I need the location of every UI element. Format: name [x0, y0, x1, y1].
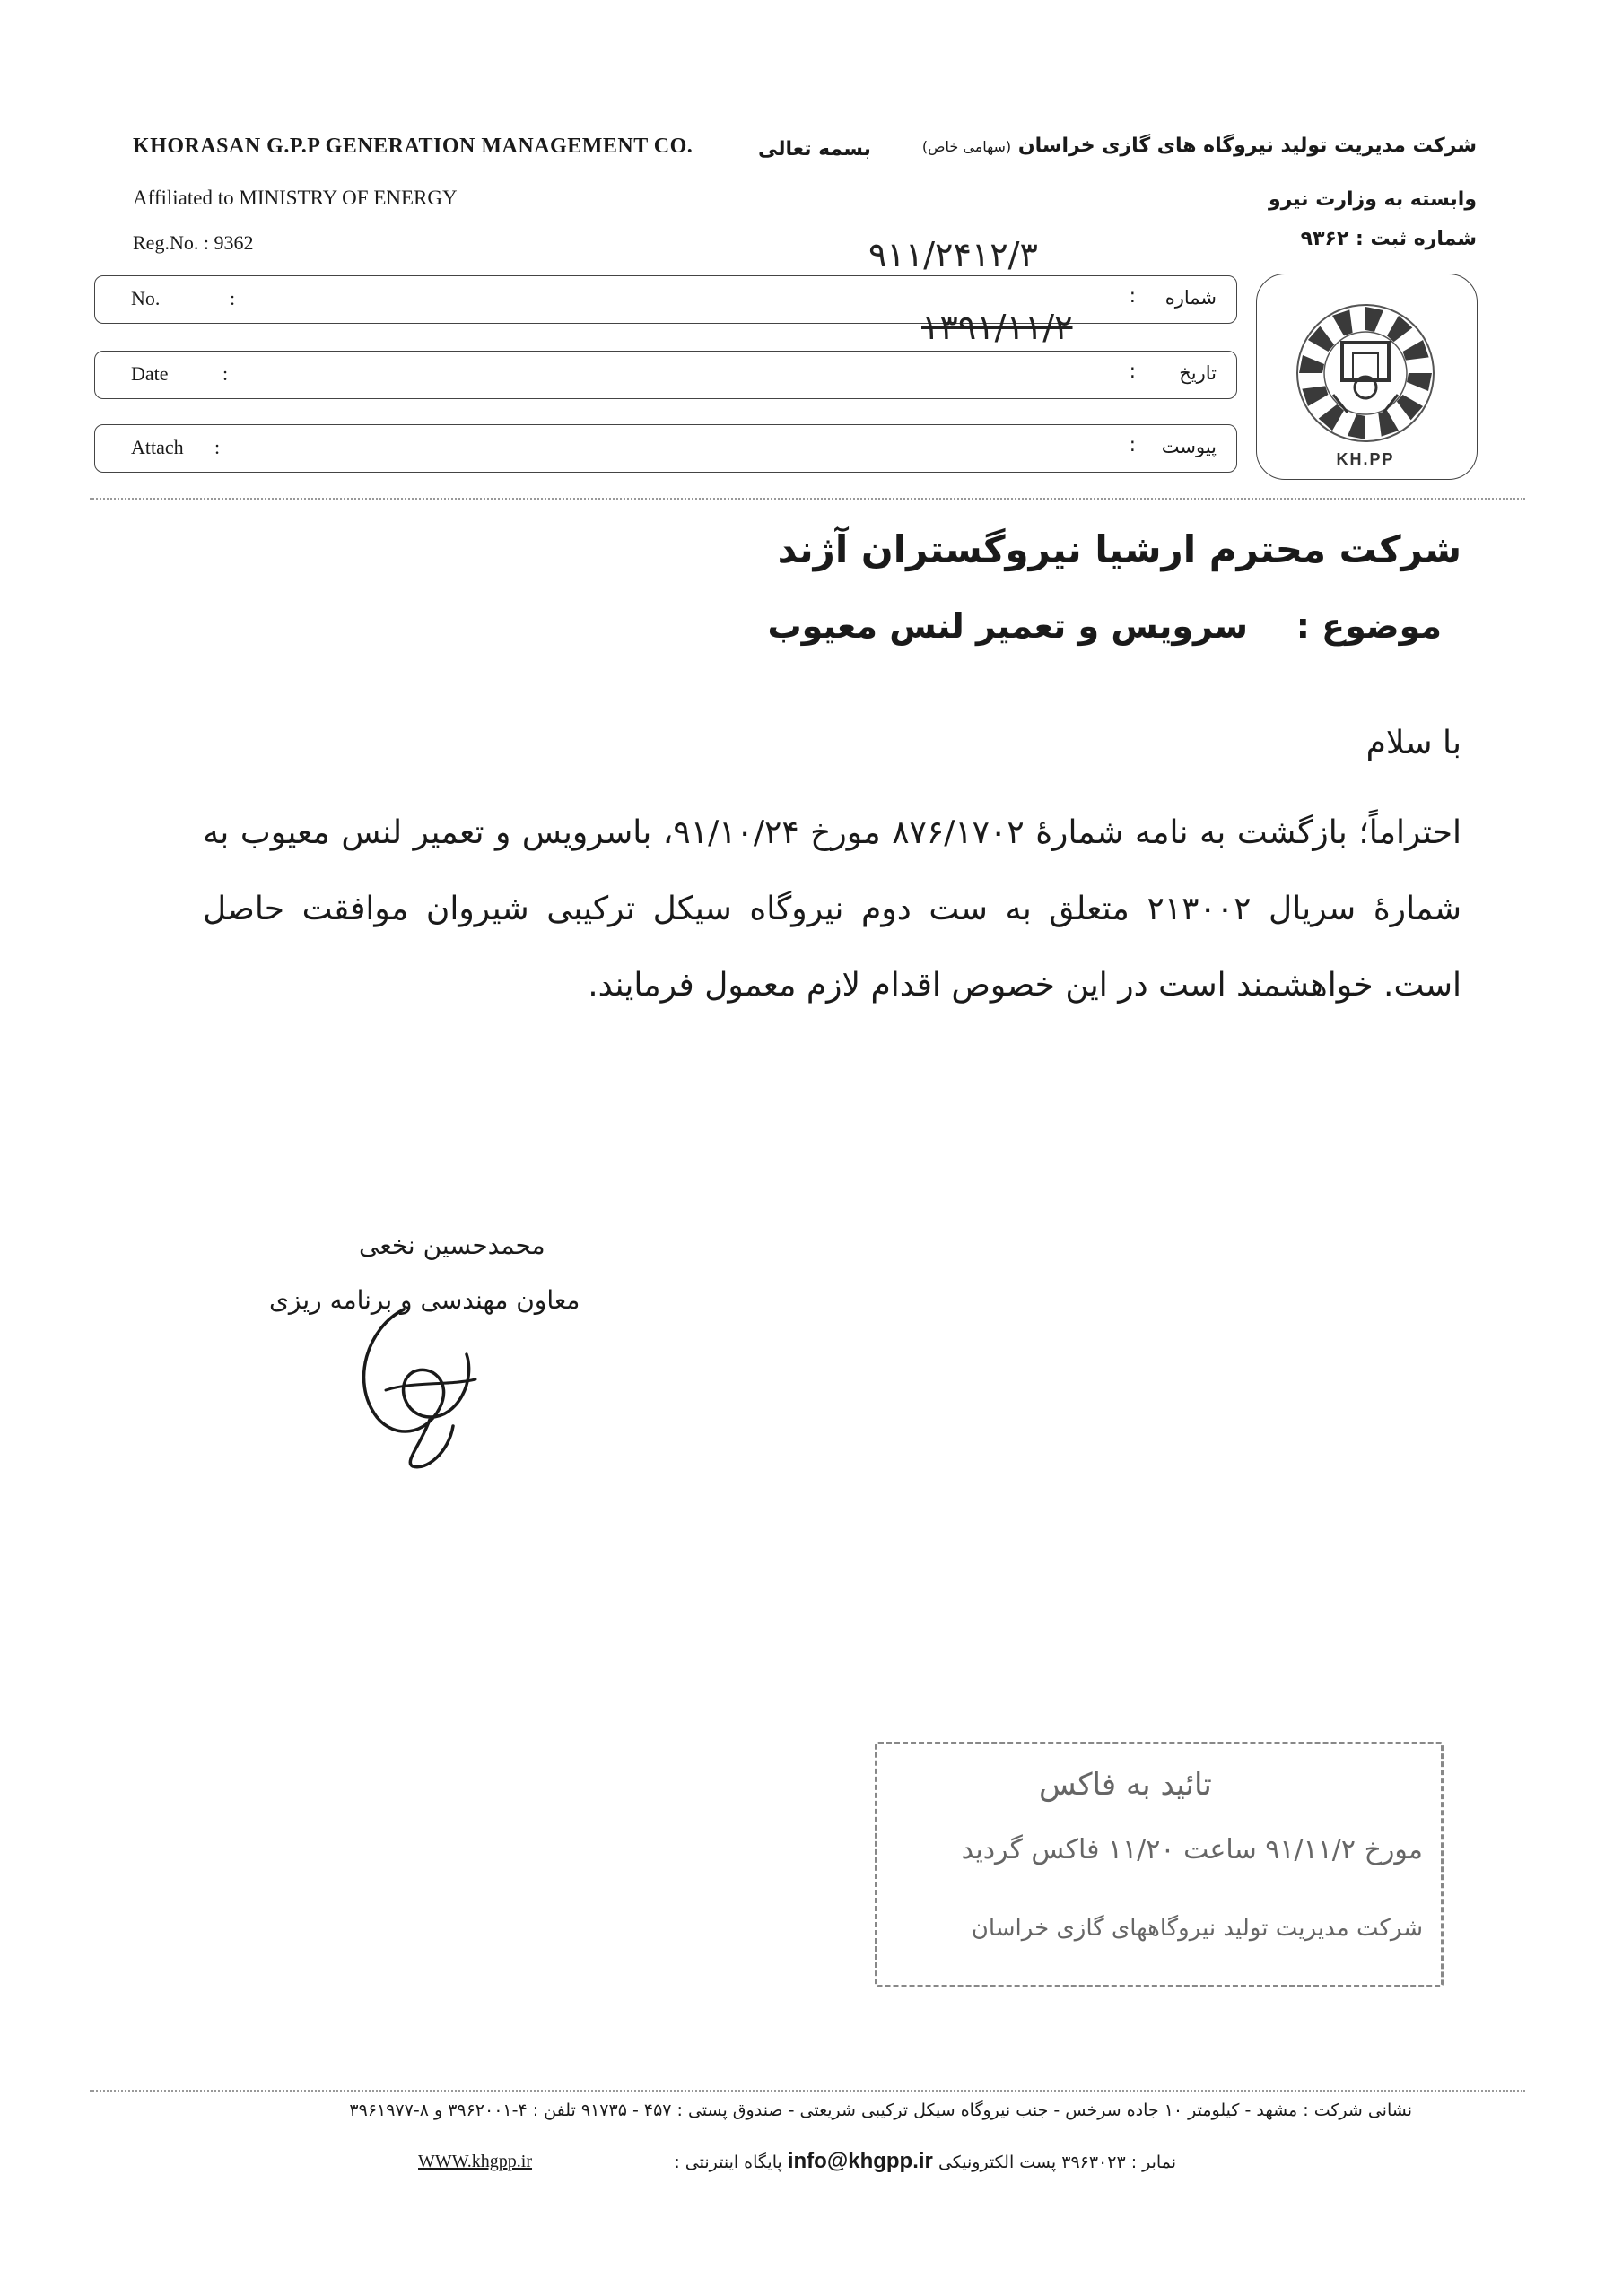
footer-website[interactable]: WWW.khgpp.ir: [418, 2152, 533, 2171]
greeting: با سلام: [1365, 725, 1461, 761]
field-number-label-fa: شماره: [1164, 287, 1217, 309]
footer-address: نشانی شرکت : مشهد - کیلومتر ۱۰ جاده سرخس - جنب نیروگاه سیکل ترکیبی شریعتی - صندوق پستی : ۴۵۷ - ۹۱۷۳۵ تلفن : ۴-۳۹۶۲۰۰۱ و ۸-۳۹۶۱۹۷۷: [349, 2100, 1412, 2120]
company-name-fa-text: شرکت مدیریت تولید نیروگاه های گازی خراسان: [1017, 135, 1477, 157]
affiliation-en: Affiliated to MINISTRY OF ENERGY: [133, 187, 458, 209]
field-attach-label-en: Attach: [131, 436, 184, 458]
field-date-colon-en: :: [222, 362, 229, 385]
stamp-title: تائید به فاکس: [1039, 1767, 1212, 1803]
handwritten-signature: [341, 1283, 502, 1471]
signer-title: معاون مهندسی و برنامه ریزی: [269, 1285, 580, 1315]
field-attach: [94, 424, 1237, 473]
company-logo: [1256, 274, 1478, 480]
subject-value: سرویس و تعمیر لنس معیوب: [767, 606, 1248, 646]
recipient: شرکت محترم ارشیا نیروگستران آژند: [777, 527, 1461, 571]
footer-email-label: پست الکترونیکی: [938, 2152, 1057, 2172]
field-number-colon-fa: :: [1129, 285, 1136, 308]
field-date-colon-fa: :: [1129, 361, 1136, 383]
field-attach-colon-en: :: [214, 436, 221, 458]
bismillah: بسمه تعالی: [758, 138, 871, 161]
field-number-colon-en: :: [230, 287, 236, 309]
footer-email[interactable]: info@khgpp.ir: [787, 2149, 933, 2173]
company-name-fa: [922, 135, 1477, 157]
signer-name: محمدحسین نخعی: [359, 1231, 545, 1260]
affiliation-fa: وابسته به وزارت نیرو: [1268, 188, 1477, 211]
stamp-company: شرکت مدیریت تولید نیروگاههای گازی خراسان: [971, 1915, 1423, 1942]
field-date-label-en: Date: [131, 362, 169, 385]
letter-body: احتراماً؛ بازگشت به نامه شمارۀ ۸۷۶/۱۷۰۲ مورخ ۹۱/۱۰/۲۴، باسرویس و تعمیر لنس معیوب به شمارۀ سریال ۲۱۳۰۰۲ متعلق به ست دوم نیروگاه سیکل ترکیبی شیروان موافقت حاصل است. خواهشمند است در این خصوص اقدام لازم معمول فرمایند.: [203, 814, 1462, 1004]
footer-divider: [90, 2090, 1525, 2092]
fax-confirmation-stamp: [875, 1742, 1444, 1987]
company-name-en: KHORASAN G.P.P GENERATION MANAGEMENT CO.: [133, 135, 693, 158]
field-attach-colon-fa: :: [1129, 434, 1136, 457]
registration-number-fa: شماره ثبت : ۹۳۶۲: [1300, 228, 1477, 250]
registration-number-en: Reg.No. : 9362: [133, 231, 254, 254]
footer-fax: نمابر : ۳۹۶۳۰۲۳: [1061, 2152, 1176, 2172]
field-date-label-fa: تاریخ: [1179, 362, 1217, 384]
logo-emblem-icon: [1257, 274, 1477, 479]
footer-web-label: پایگاه اینترنتی :: [674, 2152, 782, 2172]
field-number-label-en: No.: [131, 287, 161, 309]
header-divider: [90, 498, 1525, 500]
company-type-fa: (سهامی خاص): [921, 138, 1012, 155]
stamp-date-time: مورخ ۹۱/۱۱/۲ ساعت ۱۱/۲۰ فاکس گردید: [961, 1834, 1423, 1866]
logo-text: KH.PP: [1336, 450, 1395, 468]
field-date: [94, 351, 1237, 399]
footer-contact: [674, 2149, 1176, 2174]
subject-label: موضوع :: [1295, 606, 1442, 646]
letter-number-handwritten: ۹۱۱/۲۴۱۲/۳: [868, 235, 1038, 274]
field-attach-label-fa: پیوست: [1161, 436, 1217, 457]
letter-date-handwritten: ۱۳۹۱/۱۱/۲: [921, 308, 1073, 347]
